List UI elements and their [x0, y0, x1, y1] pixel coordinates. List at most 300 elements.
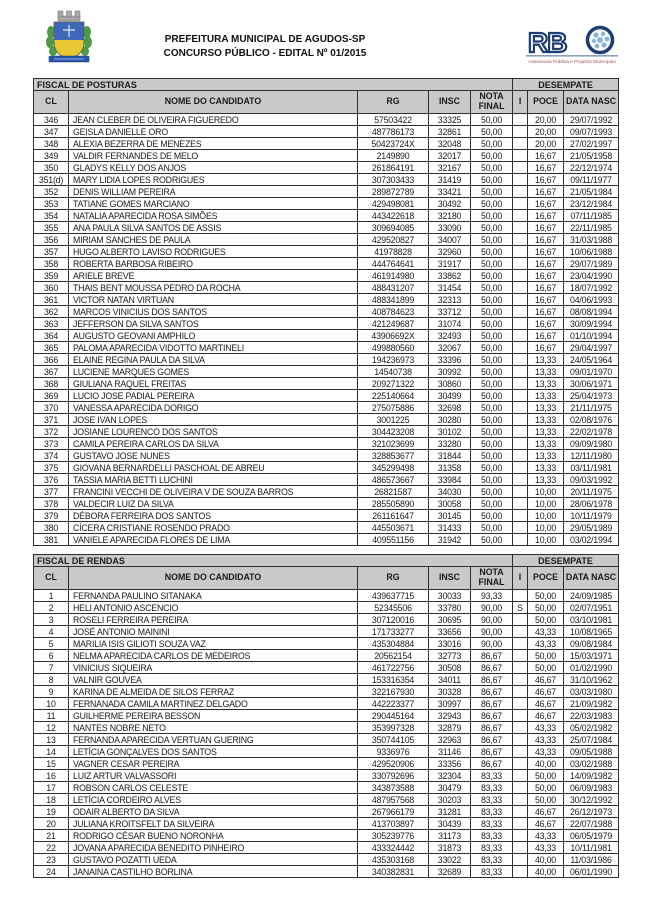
- table-row: [34, 330, 619, 342]
- cell-nota-final: 50,00: [471, 366, 513, 378]
- cell-insc: 30992: [429, 366, 471, 378]
- cell-insc: 30860: [429, 378, 471, 390]
- cell-insc: 31419: [429, 174, 471, 186]
- cell-rg: 413703897: [358, 818, 429, 830]
- cell-insc: 33356: [429, 758, 471, 770]
- cell-cl: 375: [34, 462, 69, 474]
- cell-cl: 18: [34, 794, 69, 806]
- cell-rg: 429520906: [358, 758, 429, 770]
- cell-data-nasc: 07/11/1985: [564, 210, 619, 222]
- cell-data-nasc: 04/06/1993: [564, 294, 619, 306]
- cell-insc: 30695: [429, 614, 471, 626]
- cell-data-nasc: 22/12/1974: [564, 162, 619, 174]
- cell-i: [513, 330, 528, 342]
- cell-name: FERNANDA PAULINO SITANAKA: [69, 590, 358, 602]
- cell-insc: 32689: [429, 866, 471, 878]
- cell-nota-final: 50,00: [471, 306, 513, 318]
- cell-name: ROBERTA BARBOSA RIBEIRO: [69, 258, 358, 270]
- cell-rg: 429520827: [358, 234, 429, 246]
- cell-cl: 380: [34, 522, 69, 534]
- cell-cl: 12: [34, 722, 69, 734]
- cell-poce: 46,67: [528, 818, 564, 830]
- cell-i: [513, 498, 528, 510]
- cell-poce: 50,00: [528, 650, 564, 662]
- cell-name: TASSIA MARIA BETTI LUCHINI: [69, 474, 358, 486]
- cell-name: LUCIENE MARQUES GOMES: [69, 366, 358, 378]
- cell-data-nasc: 09/01/1970: [564, 366, 619, 378]
- cell-data-nasc: 12/11/1980: [564, 450, 619, 462]
- cell-data-nasc: 10/06/1988: [564, 246, 619, 258]
- table-row: [34, 662, 619, 674]
- cell-poce: 50,00: [528, 782, 564, 794]
- cell-nota-final: 83,33: [471, 830, 513, 842]
- cell-rg: 309694085: [358, 222, 429, 234]
- cell-insc: 32943: [429, 710, 471, 722]
- cell-i: [513, 770, 528, 782]
- cell-insc: 32698: [429, 402, 471, 414]
- table-row: [34, 198, 619, 210]
- table-row: [34, 174, 619, 186]
- cell-cl: 374: [34, 450, 69, 462]
- cell-i: [513, 174, 528, 186]
- cell-nota-final: 50,00: [471, 330, 513, 342]
- cell-rg: 345299498: [358, 462, 429, 474]
- cell-name: RODRIGO CÉSAR BUENO NORONHA: [69, 830, 358, 842]
- cell-data-nasc: 18/07/1992: [564, 282, 619, 294]
- cell-cl: 6: [34, 650, 69, 662]
- cell-name: ODAIR ALBERTO DA SILVA: [69, 806, 358, 818]
- cell-cl: 19: [34, 806, 69, 818]
- col-header-poce: POCE: [528, 91, 564, 114]
- cell-cl: 346: [34, 114, 69, 126]
- cell-rg: 328853677: [358, 450, 429, 462]
- cell-poce: 16,67: [528, 222, 564, 234]
- cell-i: [513, 746, 528, 758]
- cell-insc: 32067: [429, 342, 471, 354]
- table-row: [34, 258, 619, 270]
- cell-name: KARINA DE ALMEIDA DE SILOS FERRAZ: [69, 686, 358, 698]
- table-row: [34, 674, 619, 686]
- cell-name: VANIELE APARECIDA FLORES DE LIMA: [69, 534, 358, 546]
- cell-i: [513, 246, 528, 258]
- cell-nota-final: 50,00: [471, 174, 513, 186]
- cell-i: [513, 674, 528, 686]
- cell-data-nasc: 21/05/1984: [564, 186, 619, 198]
- cell-name: NATALIA APARECIDA ROSA SIMÕES: [69, 210, 358, 222]
- cell-rg: 14540738: [358, 366, 429, 378]
- cell-insc: 31074: [429, 318, 471, 330]
- table-row: [34, 794, 619, 806]
- cell-poce: 43,33: [528, 734, 564, 746]
- cell-i: [513, 366, 528, 378]
- cell-insc: 33780: [429, 602, 471, 614]
- cell-nota-final: 50,00: [471, 162, 513, 174]
- cell-insc: 33280: [429, 438, 471, 450]
- cell-i: [513, 522, 528, 534]
- cell-data-nasc: 08/08/1994: [564, 306, 619, 318]
- table-row: [34, 614, 619, 626]
- cell-insc: 32963: [429, 734, 471, 746]
- cell-name: MARCOS VINICIUS DOS SANTOS: [69, 306, 358, 318]
- cell-insc: 30058: [429, 498, 471, 510]
- cell-data-nasc: 28/06/1978: [564, 498, 619, 510]
- cell-nota-final: 50,00: [471, 342, 513, 354]
- cell-name: NELMA APARECIDA CARLOS DE MEDEIROS: [69, 650, 358, 662]
- cell-rg: 487957568: [358, 794, 429, 806]
- cell-insc: 33396: [429, 354, 471, 366]
- cell-insc: 33712: [429, 306, 471, 318]
- cell-poce: 50,00: [528, 614, 564, 626]
- cell-cl: 364: [34, 330, 69, 342]
- cell-rg: 20562154: [358, 650, 429, 662]
- cell-cl: 371: [34, 414, 69, 426]
- cell-poce: 13,33: [528, 366, 564, 378]
- cell-insc: 32493: [429, 330, 471, 342]
- cell-insc: 32180: [429, 210, 471, 222]
- cell-name: GUILHERME PEREIRA BESSON: [69, 710, 358, 722]
- cell-i: [513, 198, 528, 210]
- cell-name: AUGUSTO GEOVANI AMPHILO: [69, 330, 358, 342]
- cell-insc: 31873: [429, 842, 471, 854]
- cell-name: HELI ANTONIO ASCENCIO: [69, 602, 358, 614]
- cell-insc: 33325: [429, 114, 471, 126]
- cell-i: [513, 474, 528, 486]
- cell-poce: 43,33: [528, 746, 564, 758]
- table-row: [34, 486, 619, 498]
- cell-insc: 30033: [429, 590, 471, 602]
- cell-nota-final: 50,00: [471, 498, 513, 510]
- cell-poce: 46,67: [528, 710, 564, 722]
- cell-data-nasc: 29/04/1997: [564, 342, 619, 354]
- cell-name: MARY LIDIA LOPES RODRIGUES: [69, 174, 358, 186]
- cell-rg: 261161647: [358, 510, 429, 522]
- cell-data-nasc: 10/11/1979: [564, 510, 619, 522]
- cell-poce: 50,00: [528, 770, 564, 782]
- cell-i: [513, 318, 528, 330]
- cell-i: [513, 138, 528, 150]
- cell-nota-final: 50,00: [471, 210, 513, 222]
- cell-rg: 52345506: [358, 602, 429, 614]
- cell-name: MIRIAM SANCHES DE PAULA: [69, 234, 358, 246]
- table-row: [34, 210, 619, 222]
- cell-name: GIOVANA BERNARDELLI PASCHOAL DE ABREU: [69, 462, 358, 474]
- table-row: [34, 402, 619, 414]
- cell-nota-final: 83,33: [471, 794, 513, 806]
- cell-poce: 16,67: [528, 270, 564, 282]
- cell-cl: 13: [34, 734, 69, 746]
- cell-rg: 261864191: [358, 162, 429, 174]
- cell-cl: 5: [34, 638, 69, 650]
- cell-nota-final: 90,00: [471, 602, 513, 614]
- cell-cl: 10: [34, 698, 69, 710]
- table-row: [34, 354, 619, 366]
- cell-insc: 31917: [429, 258, 471, 270]
- cell-name: VALNIR GOUVEA: [69, 674, 358, 686]
- cell-nota-final: 83,33: [471, 866, 513, 878]
- cell-cl: 356: [34, 234, 69, 246]
- cell-cl: 355: [34, 222, 69, 234]
- cell-insc: 30328: [429, 686, 471, 698]
- cell-data-nasc: 22/02/1978: [564, 426, 619, 438]
- cell-cl: 359: [34, 270, 69, 282]
- cell-nota-final: 83,33: [471, 806, 513, 818]
- cell-name: ROSELI FERREIRA PEREIRA: [69, 614, 358, 626]
- cell-data-nasc: 03/11/1981: [564, 462, 619, 474]
- cell-nota-final: 90,00: [471, 614, 513, 626]
- cell-nota-final: 50,00: [471, 534, 513, 546]
- cell-insc: 30508: [429, 662, 471, 674]
- cell-i: [513, 462, 528, 474]
- results-table: [33, 554, 619, 878]
- cell-nota-final: 86,67: [471, 722, 513, 734]
- col-header-rg: RG: [358, 91, 429, 114]
- cell-data-nasc: 29/05/1989: [564, 522, 619, 534]
- cell-i: [513, 258, 528, 270]
- cell-poce: 16,67: [528, 330, 564, 342]
- cell-data-nasc: 01/10/1994: [564, 330, 619, 342]
- cell-insc: 33016: [429, 638, 471, 650]
- cell-nota-final: 50,00: [471, 258, 513, 270]
- cell-rg: 322167930: [358, 686, 429, 698]
- cell-nota-final: 83,33: [471, 842, 513, 854]
- cell-rg: 461722756: [358, 662, 429, 674]
- cell-poce: 43,33: [528, 638, 564, 650]
- cell-name: FRANCINI VECCHI DE OLIVEIRA V DE SOUZA BARROS: [69, 486, 358, 498]
- table-row: [34, 602, 619, 614]
- cell-cl: 23: [34, 854, 69, 866]
- table-row: [34, 534, 619, 546]
- cell-i: [513, 650, 528, 662]
- cell-rg: 305239776: [358, 830, 429, 842]
- cell-nota-final: 50,00: [471, 426, 513, 438]
- cell-i: [513, 126, 528, 138]
- cell-insc: 32313: [429, 294, 471, 306]
- cell-data-nasc: 23/12/1984: [564, 198, 619, 210]
- results-table: [33, 78, 619, 546]
- cell-i: [513, 294, 528, 306]
- cell-data-nasc: 26/12/1973: [564, 806, 619, 818]
- cell-cl: 20: [34, 818, 69, 830]
- cell-data-nasc: 29/07/1989: [564, 258, 619, 270]
- cell-data-nasc: 11/03/1986: [564, 854, 619, 866]
- cell-rg: 486573667: [358, 474, 429, 486]
- cell-data-nasc: 09/03/1992: [564, 474, 619, 486]
- cell-poce: 10,00: [528, 486, 564, 498]
- table-title: FISCAL DE POSTURAS: [34, 79, 513, 91]
- cell-insc: 33421: [429, 186, 471, 198]
- cell-name: NANTES NOBRE NETO: [69, 722, 358, 734]
- cell-rg: 267966179: [358, 806, 429, 818]
- cell-rg: 194236973: [358, 354, 429, 366]
- cell-nota-final: 50,00: [471, 150, 513, 162]
- cell-poce: 16,67: [528, 210, 564, 222]
- table-row: [34, 246, 619, 258]
- cell-rg: 209271322: [358, 378, 429, 390]
- cell-insc: 30145: [429, 510, 471, 522]
- cell-insc: 30203: [429, 794, 471, 806]
- cell-i: [513, 378, 528, 390]
- cell-poce: 46,67: [528, 674, 564, 686]
- cell-i: [513, 662, 528, 674]
- cell-i: [513, 626, 528, 638]
- cell-insc: 32017: [429, 150, 471, 162]
- cell-poce: 50,00: [528, 590, 564, 602]
- cell-nota-final: 83,33: [471, 782, 513, 794]
- cell-cl: 377: [34, 486, 69, 498]
- cell-i: [513, 510, 528, 522]
- cell-insc: 32773: [429, 650, 471, 662]
- cell-i: [513, 354, 528, 366]
- cell-cl: 381: [34, 534, 69, 546]
- cell-insc: 33984: [429, 474, 471, 486]
- table-row: [34, 806, 619, 818]
- rbo-letters: RB: [528, 27, 567, 58]
- cell-poce: 43,33: [528, 626, 564, 638]
- cell-i: [513, 830, 528, 842]
- table-row: [34, 498, 619, 510]
- cell-nota-final: 50,00: [471, 270, 513, 282]
- cell-nota-final: 86,67: [471, 746, 513, 758]
- cell-data-nasc: 06/01/1990: [564, 866, 619, 878]
- col-header-nota-final: NOTA FINAL: [471, 567, 513, 590]
- cell-nota-final: 83,33: [471, 818, 513, 830]
- cell-poce: 16,67: [528, 198, 564, 210]
- cell-poce: 13,33: [528, 378, 564, 390]
- cell-rg: 439637715: [358, 590, 429, 602]
- cell-data-nasc: 20/11/1975: [564, 486, 619, 498]
- cell-poce: 16,67: [528, 150, 564, 162]
- cell-i: [513, 782, 528, 794]
- cell-nota-final: 50,00: [471, 510, 513, 522]
- cell-poce: 16,67: [528, 162, 564, 174]
- cell-cl: 17: [34, 782, 69, 794]
- cell-poce: 50,00: [528, 662, 564, 674]
- cell-data-nasc: 02/07/1951: [564, 602, 619, 614]
- cell-rg: 3001225: [358, 414, 429, 426]
- cell-rg: 461914980: [358, 270, 429, 282]
- cell-nota-final: 50,00: [471, 294, 513, 306]
- cell-i: [513, 450, 528, 462]
- cell-poce: 13,33: [528, 438, 564, 450]
- col-header-insc: INSC: [429, 91, 471, 114]
- cell-poce: 13,33: [528, 426, 564, 438]
- cell-data-nasc: 09/11/1977: [564, 174, 619, 186]
- cell-cl: 362: [34, 306, 69, 318]
- cell-rg: 225140664: [358, 390, 429, 402]
- cell-i: [513, 794, 528, 806]
- cell-name: GIULIANA RAQUEL FREITAS: [69, 378, 358, 390]
- cell-poce: 10,00: [528, 522, 564, 534]
- column-header-row: [34, 91, 619, 114]
- cell-cl: 4: [34, 626, 69, 638]
- table-row: [34, 318, 619, 330]
- cell-insc: 33862: [429, 270, 471, 282]
- cell-name: LUIZ ARTUR VALVASSORI: [69, 770, 358, 782]
- cell-rg: 41978828: [358, 246, 429, 258]
- cell-name: ARIELE BREVE: [69, 270, 358, 282]
- cell-name: ANA PAULA SILVA SANTOS DE ASSIS: [69, 222, 358, 234]
- cell-i: [513, 710, 528, 722]
- cell-poce: 13,33: [528, 462, 564, 474]
- cell-i: [513, 150, 528, 162]
- cell-nota-final: 50,00: [471, 402, 513, 414]
- cell-name: VALDECIR LUIZ DA SILVA: [69, 498, 358, 510]
- cell-rg: 343873588: [358, 782, 429, 794]
- cell-i: [513, 282, 528, 294]
- cell-cl: 15: [34, 758, 69, 770]
- cell-cl: 369: [34, 390, 69, 402]
- rbo-logo: [520, 25, 624, 67]
- cell-rg: 330792696: [358, 770, 429, 782]
- col-header-poce: POCE: [528, 567, 564, 590]
- cell-insc: 31358: [429, 462, 471, 474]
- cell-data-nasc: 03/02/1994: [564, 534, 619, 546]
- cell-i: [513, 818, 528, 830]
- cell-insc: 31146: [429, 746, 471, 758]
- cell-poce: 16,67: [528, 258, 564, 270]
- cell-name: FERNANDA APARECIDA VERTUAN GUERING: [69, 734, 358, 746]
- cell-rg: 408784623: [358, 306, 429, 318]
- col-header-name: NOME DO CANDIDATO: [69, 567, 358, 590]
- cell-rg: 445503671: [358, 522, 429, 534]
- cell-data-nasc: 29/07/1992: [564, 114, 619, 126]
- cell-name: LUCIO JOSE PADIAL PEREIRA: [69, 390, 358, 402]
- cell-name: JULIANA KROITSFELT DA SILVEIRA: [69, 818, 358, 830]
- cell-data-nasc: 10/11/1981: [564, 842, 619, 854]
- cell-nota-final: 86,67: [471, 662, 513, 674]
- col-header-data-nasc: DATA NASC: [564, 567, 619, 590]
- table-row: [34, 186, 619, 198]
- cell-poce: 40,00: [528, 866, 564, 878]
- cell-data-nasc: 01/02/1990: [564, 662, 619, 674]
- cell-name: ALEXIA BEZERRA DE MENEZES: [69, 138, 358, 150]
- cell-cl: 361: [34, 294, 69, 306]
- cell-cl: 2: [34, 602, 69, 614]
- cell-cl: 354: [34, 210, 69, 222]
- table-row: [34, 854, 619, 866]
- cell-poce: 13,33: [528, 390, 564, 402]
- cell-poce: 20,00: [528, 138, 564, 150]
- table-row: [34, 830, 619, 842]
- cell-nota-final: 50,00: [471, 522, 513, 534]
- cell-nota-final: 83,33: [471, 770, 513, 782]
- cell-data-nasc: 21/09/1982: [564, 698, 619, 710]
- col-header-name: NOME DO CANDIDATO: [69, 91, 358, 114]
- cell-cl: 379: [34, 510, 69, 522]
- cell-cl: 353: [34, 198, 69, 210]
- cell-nota-final: 50,00: [471, 282, 513, 294]
- table-row: [34, 378, 619, 390]
- col-header-cl: CL: [34, 567, 69, 590]
- cell-cl: 9: [34, 686, 69, 698]
- cell-name: GUSTAVO JOSE NUNES: [69, 450, 358, 462]
- cell-poce: 50,00: [528, 602, 564, 614]
- cell-i: [513, 414, 528, 426]
- cell-name: GEISLA DANIELLE ORO: [69, 126, 358, 138]
- cell-data-nasc: 25/04/1973: [564, 390, 619, 402]
- cell-cl: 21: [34, 830, 69, 842]
- cell-insc: 31942: [429, 534, 471, 546]
- table-row: [34, 138, 619, 150]
- cell-poce: 16,67: [528, 186, 564, 198]
- cell-data-nasc: 14/09/1982: [564, 770, 619, 782]
- cell-insc: 31433: [429, 522, 471, 534]
- cell-name: LETÍCIA GONÇALVES DOS SANTOS: [69, 746, 358, 758]
- cell-data-nasc: 09/05/1988: [564, 746, 619, 758]
- cell-nota-final: 50,00: [471, 486, 513, 498]
- cell-insc: 30102: [429, 426, 471, 438]
- cell-data-nasc: 31/10/1962: [564, 674, 619, 686]
